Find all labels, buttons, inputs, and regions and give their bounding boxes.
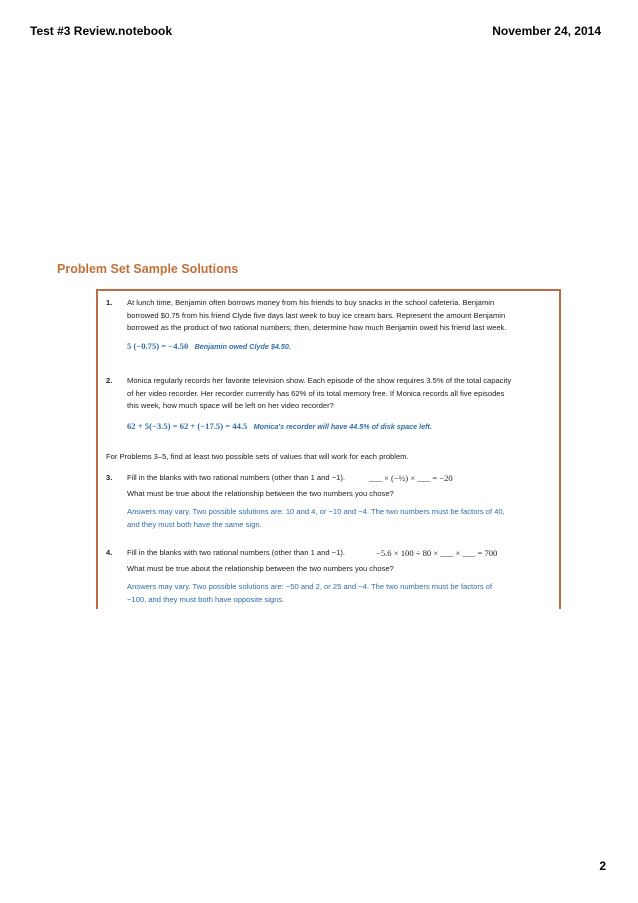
answer-line: Answers may vary. Two possible solutions are: 10 and 4, or −10 and −4. The two numbers must be factors of 40, bbox=[127, 507, 505, 517]
answer-line: and they must both have the same sign. bbox=[127, 519, 262, 529]
problem-question: What must be true about the relationship between the two numbers you chose? bbox=[127, 488, 394, 498]
problem-line: Monica regularly records her favorite television show. Each episode of the show requires 3.5% of the total capacity bbox=[127, 376, 512, 385]
problem-prompt: Fill in the blanks with two rational numbers (other than 1 and −1). bbox=[127, 548, 346, 557]
problem-number: 2. bbox=[106, 376, 113, 385]
answer-text: Benjamin owed Clyde $4.50. bbox=[194, 341, 291, 351]
answer-text: Monica's recorder will have 44.5% of disk space left. bbox=[253, 421, 432, 431]
problem-number: 3. bbox=[106, 473, 113, 482]
problem-line: At lunch time, Benjamin often borrows money from his friends to buy snacks in the school cafeteria. Benjamin bbox=[127, 298, 495, 307]
problem-number: 4. bbox=[106, 548, 113, 557]
problem-prompt: Fill in the blanks with two rational numbers (other than 1 and −1). bbox=[127, 473, 346, 482]
answer-math: 5 (−0.75) = −4.50 bbox=[127, 340, 189, 351]
doc-date: November 24, 2014 bbox=[492, 24, 601, 38]
answer bbox=[127, 340, 553, 354]
problem-equation: ___ × (−½) × ___ = −20 bbox=[369, 473, 453, 483]
answer bbox=[127, 420, 553, 434]
answer-math: 62 + 5(−3.5) = 62 + (−17.5) = 44.5 bbox=[127, 420, 248, 431]
problem-number: 1. bbox=[106, 298, 113, 307]
instructions: For Problems 3–5, find at least two possible sets of values that will work for each problem. bbox=[106, 452, 409, 461]
problem-line: this week, how much space will be left on her video recorder? bbox=[127, 401, 334, 411]
page-number: 2 bbox=[599, 859, 606, 873]
problem-line: borrowed $0.75 from his friend Clyde five days last week to buy ice cream bars. Represent the amount Benjamin bbox=[127, 310, 506, 320]
problem-line: borrowed as the product of two rational numbers; then, determine how much Benjamin owed his friend last week. bbox=[127, 323, 507, 333]
problem-question: What must be true about the relationship between the two numbers you chose? bbox=[127, 563, 394, 573]
problem-box bbox=[96, 289, 561, 609]
answer-line: −100, and they must both have opposite signs. bbox=[127, 594, 285, 604]
problem-equation: −5.6 × 100 ÷ 80 × ___ × ___ = 700 bbox=[376, 548, 498, 558]
section-title: Problem Set Sample Solutions bbox=[57, 262, 239, 276]
doc-title: Test #3 Review.notebook bbox=[30, 24, 173, 38]
problem-line: of her video recorder. Her recorder currently has 62% of its total memory free. If Monica records all five episodes bbox=[127, 388, 505, 398]
answer-line: Answers may vary. Two possible solutions are: −50 and 2, or 25 and −4. The two numbers must be factors of bbox=[127, 582, 493, 592]
